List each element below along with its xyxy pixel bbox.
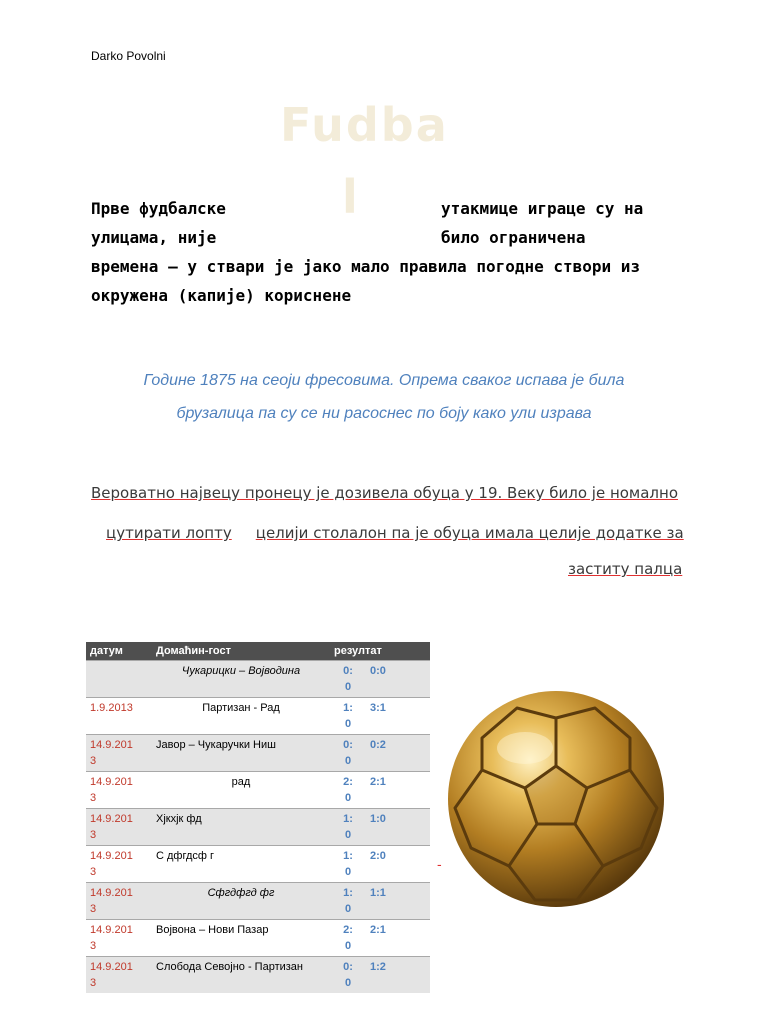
document-title: Fudba [280, 98, 449, 152]
cell-match: рад [152, 772, 330, 809]
golden-football-image [445, 688, 667, 910]
cell-score: 1: 0 [330, 809, 366, 846]
cell-score: 1: 0 [330, 883, 366, 920]
cell-date: 1.9.2013 [86, 698, 152, 735]
cell-date: 14.9.201 3 [86, 735, 152, 772]
paragraph1-line4: окружена (капије) кориснене [91, 286, 352, 305]
cell-result: 1:0 [366, 809, 430, 846]
cell-result: 3:1 [366, 698, 430, 735]
cell-match: Војвона – Нови Пазар [152, 920, 330, 957]
cell-result: 2:0 [366, 846, 430, 883]
ball-highlight [497, 732, 553, 764]
paragraph3-line2 [106, 524, 684, 542]
cell-match: Чукарицки – Војводина [152, 661, 330, 698]
paragraph3-line3: зaститу палца [568, 560, 683, 578]
header-match: Домаћин-гост [152, 642, 330, 661]
cell-result: 1:2 [366, 957, 430, 994]
author-name: Darko Povolni [91, 49, 166, 63]
table-header-row [86, 642, 430, 661]
cell-result: 1:1 [366, 883, 430, 920]
cell-score: 2: 0 [330, 920, 366, 957]
cell-date: 14.9.201 3 [86, 846, 152, 883]
cell-score: 1: 0 [330, 846, 366, 883]
cell-match: Партизан - Рад [152, 698, 330, 735]
document-title-wrap: l [342, 170, 358, 224]
paragraph3-line2-a: цутирати лопту [106, 524, 232, 542]
cell-score: 1: 0 [330, 698, 366, 735]
cell-score: 0: 0 [330, 661, 366, 698]
cell-result: 0:2 [366, 735, 430, 772]
cell-result: 2:1 [366, 920, 430, 957]
cell-date: 14.9.201 3 [86, 883, 152, 920]
table-body [86, 661, 430, 994]
cell-date [86, 661, 152, 698]
header-result: резултат [330, 642, 430, 661]
cell-date: 14.9.201 3 [86, 809, 152, 846]
paragraph1-line1-right: утакмице играце су на [441, 199, 644, 218]
cell-match: Хјкхјк фд [152, 809, 330, 846]
paragraph1-line1-left: Прве фудбалске [91, 199, 226, 218]
cell-result: 0:0 [366, 661, 430, 698]
paragraph3-line2-b: целији столалон па је обуца имала целије додатке за [255, 524, 684, 542]
cell-match: С дфгдсф г [152, 846, 330, 883]
table-row [86, 661, 430, 698]
table-row [86, 883, 430, 920]
header-date: датум [86, 642, 152, 661]
paragraph2-line1: Године 1875 на сеоји фресовима. Опрема сваког испава је била [143, 372, 625, 389]
cell-result: 2:1 [366, 772, 430, 809]
cell-match: Сфгдфгд фг [152, 883, 330, 920]
table-row [86, 735, 430, 772]
paragraph1-line3: времена – у ствари је јако мало правила погодне створи из [91, 257, 641, 276]
cell-date: 14.9.201 3 [86, 957, 152, 994]
table-row [86, 846, 430, 883]
paragraph1-line2-left: улицама, није [91, 228, 217, 247]
table-row [86, 920, 430, 957]
paragraph1-line2-right: било ограничена [441, 228, 586, 247]
table-row [86, 772, 430, 809]
cell-score: 2: 0 [330, 772, 366, 809]
cell-score: 0: 0 [330, 957, 366, 994]
results-table [86, 642, 430, 993]
paragraph3-line1: Вероватно највецу пронецу је дозивела обуца у 19. Веку било је номално [91, 484, 679, 502]
table-row [86, 809, 430, 846]
cell-score: 0: 0 [330, 735, 366, 772]
cell-date: 14.9.201 3 [86, 920, 152, 957]
cell-match: Јавор – Чукаручки Ниш [152, 735, 330, 772]
table-row [86, 698, 430, 735]
cell-match: Слобода Севојно - Партизан [152, 957, 330, 994]
paragraph2-line2: брузалица па су се ни расоснес по боју како ули израва [176, 405, 592, 422]
table-row [86, 957, 430, 994]
stray-mark: - [437, 856, 442, 872]
cell-date: 14.9.201 3 [86, 772, 152, 809]
